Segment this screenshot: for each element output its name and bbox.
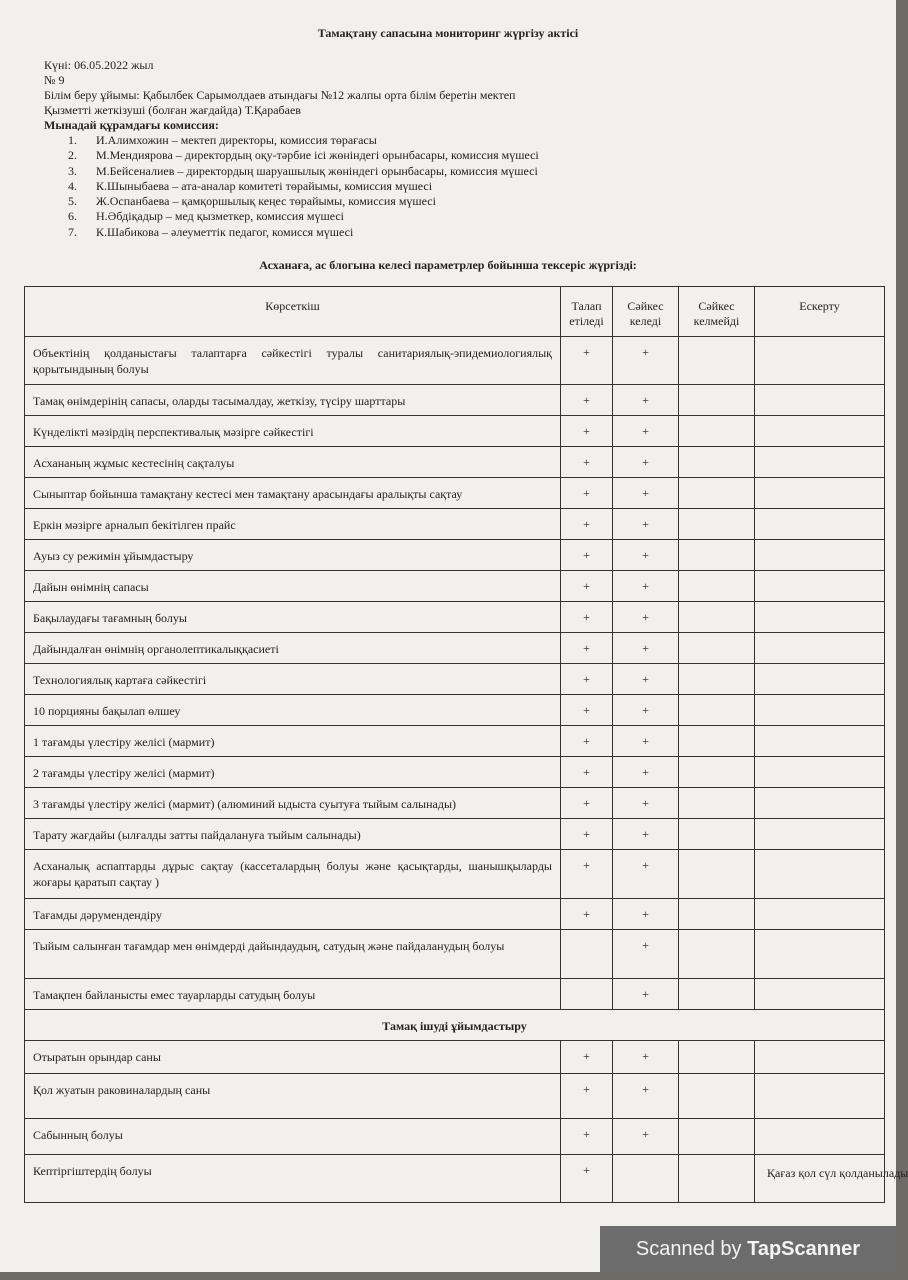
compliant-cell: +: [613, 385, 679, 416]
compliant-cell: +: [613, 447, 679, 478]
required-cell: +: [561, 757, 613, 788]
noncompliant-cell: [679, 385, 755, 416]
header-row: [25, 287, 885, 337]
scanner-watermark: [600, 1226, 896, 1272]
note-cell: [755, 385, 885, 416]
indicator-cell: Асхананың жұмыс кестесінің сақталуы: [25, 447, 561, 478]
header-required: Талап етіледі: [561, 287, 613, 337]
member-text: Ж.Оспанбаева – қамқоршылық кеңес төрайымы, комиссия мүшесі: [96, 194, 436, 209]
table-row: [25, 726, 885, 757]
indicator-cell: 1 тағамды үлестіру желісі (мармит): [25, 726, 561, 757]
table-row: [25, 447, 885, 478]
table-row: [25, 385, 885, 416]
compliant-cell: +: [613, 788, 679, 819]
indicator-cell: Сабынның болуы: [25, 1119, 561, 1155]
required-cell: +: [561, 447, 613, 478]
compliant-cell: +: [613, 1041, 679, 1074]
noncompliant-cell: [679, 1155, 755, 1203]
indicator-cell: Тыйым салынған тағамдар мен өнімдерді дайындаудың, сатудың және пайдаланудың болуы: [25, 930, 561, 979]
member-number: 3.: [68, 163, 77, 178]
note-cell: [755, 726, 885, 757]
noncompliant-cell: [679, 1074, 755, 1119]
note-cell: [755, 633, 885, 664]
table-row: [25, 602, 885, 633]
table-row: [25, 1119, 885, 1155]
noncompliant-cell: [679, 509, 755, 540]
compliant-cell: +: [613, 664, 679, 695]
indicator-cell: Дайындалған өнімнің органолептикалыққасиеті: [25, 633, 561, 664]
required-cell: +: [561, 726, 613, 757]
compliant-cell: +: [613, 602, 679, 633]
required-cell: +: [561, 664, 613, 695]
supplier-line: Қызметті жеткізуші (болған жағдайда) Т.Қарабаев: [44, 103, 301, 117]
compliant-cell: +: [613, 899, 679, 930]
commission-heading: Мынадай құрамдағы комиссия:: [44, 118, 219, 132]
table-row: [25, 819, 885, 850]
table-row: [25, 1155, 885, 1203]
member-text: И.Алимхожин – мектеп директоры, комиссия төрағасы: [96, 133, 377, 147]
note-cell: [755, 1119, 885, 1155]
required-cell: +: [561, 1119, 613, 1155]
date-line: Күні: 06.05.2022 жыл: [44, 58, 154, 72]
watermark-prefix: Scanned by: [635, 1238, 748, 1260]
member-number: 7.: [68, 224, 77, 239]
noncompliant-cell: [679, 819, 755, 850]
noncompliant-cell: [679, 850, 755, 899]
indicator-cell: 2 тағамды үлестіру желісі (мармит): [25, 757, 561, 788]
compliant-cell: +: [613, 1074, 679, 1119]
noncompliant-cell: [679, 447, 755, 478]
indicator-cell: Объектінің қолданыстағы талаптарға сәйкестігі туралы санитариялық-эпидемиологиялық қорытындының болуы: [25, 337, 561, 385]
noncompliant-cell: [679, 540, 755, 571]
noncompliant-cell: [679, 757, 755, 788]
required-cell: +: [561, 899, 613, 930]
noncompliant-cell: [679, 337, 755, 385]
noncompliant-cell: [679, 979, 755, 1010]
compliant-cell: +: [613, 633, 679, 664]
member-number: 6.: [68, 209, 77, 224]
table-subtitle: Асханаға, ас блогына келесі параметрлер бойынша тексеріс жүргізді:: [259, 258, 637, 272]
required-cell: +: [561, 850, 613, 899]
note-cell: [755, 1041, 885, 1074]
required-cell: +: [561, 633, 613, 664]
institution-line: Білім беру ұйымы: Қабылбек Сарымолдаев атындағы №12 жалпы орта білім беретін мектеп: [44, 88, 516, 102]
noncompliant-cell: [679, 1041, 755, 1074]
member-text: Н.Әбдіқадыр – мед қызметкер, комиссия мүшесі: [96, 209, 344, 224]
table-row: [25, 478, 885, 509]
indicator-cell: Бақылаудағы тағамның болуы: [25, 602, 561, 633]
required-cell: +: [561, 337, 613, 385]
required-cell: +: [561, 416, 613, 447]
required-cell: +: [561, 788, 613, 819]
section-row: [25, 1010, 885, 1041]
note-cell: [755, 979, 885, 1010]
indicator-cell: Отыратын орындар саны: [25, 1041, 561, 1074]
note-cell: [755, 602, 885, 633]
member-number: 5.: [68, 194, 77, 209]
table-row: [25, 571, 885, 602]
table-row: [25, 788, 885, 819]
compliant-cell: +: [613, 416, 679, 447]
member-text: М.Бейсеналиев – директордың шаруашылық жөніндегі орынбасары, комиссия мүшесі: [96, 163, 538, 178]
indicator-cell: Дайын өнімнің сапасы: [25, 571, 561, 602]
compliant-cell: +: [613, 509, 679, 540]
note-cell: [755, 664, 885, 695]
compliant-cell: +: [613, 819, 679, 850]
table-row: [25, 899, 885, 930]
compliant-cell: +: [613, 726, 679, 757]
note-cell: [755, 447, 885, 478]
compliant-cell: +: [613, 930, 679, 979]
table-row: [25, 1074, 885, 1119]
commission-list: [68, 133, 539, 240]
table-row: [25, 979, 885, 1010]
note-cell: [755, 509, 885, 540]
compliant-cell: +: [613, 757, 679, 788]
note-cell: [755, 819, 885, 850]
required-cell: +: [561, 695, 613, 726]
header-note: Ескерту: [755, 287, 885, 337]
note-cell: [755, 1074, 885, 1119]
commission-member: [68, 148, 539, 163]
compliant-cell: +: [613, 1119, 679, 1155]
compliant-cell: +: [613, 979, 679, 1010]
table-row: [25, 416, 885, 447]
note-cell: [755, 337, 885, 385]
note-cell: Қағаз қол сүл қолданылады: [755, 1155, 885, 1203]
compliant-cell: [613, 1155, 679, 1203]
member-text: М.Мендиярова – директордың оқу-тәрбие ісі жөніндегі орынбасары, комиссия мүшесі: [96, 148, 539, 163]
commission-member: [68, 209, 539, 224]
required-cell: +: [561, 385, 613, 416]
indicator-cell: Асханалық аспаптарды дұрыс сақтау (кассеталардың болуы және қасықтарды, шанышқыларды жоғары қаратып сақтау ): [25, 850, 561, 899]
commission-member: [68, 194, 539, 209]
header-compliant: Сәйкес келеді: [613, 287, 679, 337]
member-text: К.Шабикова – әлеуметтік педагог, комисся мүшесі: [96, 224, 354, 239]
required-cell: +: [561, 1155, 613, 1203]
number-line: № 9: [44, 73, 65, 87]
section-title: Тамақ ішуді ұйымдастыру: [25, 1010, 885, 1041]
table-row: [25, 540, 885, 571]
required-cell: +: [561, 1074, 613, 1119]
required-cell: +: [561, 1041, 613, 1074]
noncompliant-cell: [679, 788, 755, 819]
commission-member: [68, 164, 539, 179]
inspection-table: [24, 286, 908, 1203]
indicator-cell: Қол жуатын раковиналардың саны: [25, 1074, 561, 1119]
indicator-cell: Кептіргіштердің болуы: [25, 1155, 561, 1203]
noncompliant-cell: [679, 695, 755, 726]
indicator-cell: Тағамды дәрумендендіру: [25, 899, 561, 930]
member-number: 1.: [68, 133, 77, 147]
note-cell: [755, 757, 885, 788]
noncompliant-cell: [679, 571, 755, 602]
required-cell: +: [561, 540, 613, 571]
compliant-cell: +: [613, 540, 679, 571]
indicator-cell: Тамақпен байланысты емес тауарларды сатудың болуы: [25, 979, 561, 1010]
commission-member: [68, 133, 539, 148]
noncompliant-cell: [679, 664, 755, 695]
commission-member: [68, 179, 539, 194]
compliant-cell: +: [613, 695, 679, 726]
noncompliant-cell: [679, 633, 755, 664]
compliant-cell: +: [613, 337, 679, 385]
document-title: Тамақтану сапасына мониторинг жүргізу актісі: [317, 26, 579, 40]
note-cell: [755, 571, 885, 602]
indicator-cell: Сыныптар бойынша тамақтану кестесі мен тамақтану арасындағы аралықты сақтау: [25, 478, 561, 509]
table-row: [25, 695, 885, 726]
indicator-cell: Күнделікті мәзірдің перспективалық мәзірге сәйкестігі: [25, 416, 561, 447]
required-cell: +: [561, 819, 613, 850]
noncompliant-cell: [679, 416, 755, 447]
noncompliant-cell: [679, 1119, 755, 1155]
note-cell: [755, 540, 885, 571]
note-cell: [755, 850, 885, 899]
table-row: [25, 757, 885, 788]
required-cell: +: [561, 602, 613, 633]
noncompliant-cell: [679, 930, 755, 979]
compliant-cell: +: [613, 571, 679, 602]
indicator-cell: Технологиялық картаға сәйкестігі: [25, 664, 561, 695]
note-cell: [755, 695, 885, 726]
required-cell: [561, 979, 613, 1010]
note-cell: [755, 478, 885, 509]
document-meta: [44, 58, 515, 133]
table-row: [25, 337, 885, 385]
compliant-cell: +: [613, 850, 679, 899]
member-text: К.Шыныбаева – ата-аналар комитеті төрайымы, комиссия мүшесі: [96, 178, 433, 193]
indicator-cell: 3 тағамды үлестіру желісі (мармит) (алюминий ыдыста суытуға тыйым салынады): [25, 788, 561, 819]
indicator-cell: Еркін мәзірге арналып бекітілген прайс: [25, 509, 561, 540]
table-row: [25, 664, 885, 695]
watermark-brand: TapScanner: [747, 1238, 861, 1260]
table-row: [25, 1041, 885, 1074]
member-number: 2.: [68, 148, 77, 163]
table-row: [25, 850, 885, 899]
indicator-cell: Тарату жағдайы (ылғалды затты пайдалануға тыйым салынады): [25, 819, 561, 850]
table-row: [25, 930, 885, 979]
noncompliant-cell: [679, 899, 755, 930]
compliant-cell: +: [613, 478, 679, 509]
indicator-cell: Ауыз су режимін ұйымдастыру: [25, 540, 561, 571]
table-row: [25, 633, 885, 664]
noncompliant-cell: [679, 478, 755, 509]
commission-member: [68, 225, 539, 240]
required-cell: +: [561, 571, 613, 602]
note-cell: [755, 788, 885, 819]
member-number: 4.: [68, 178, 77, 193]
note-cell: [755, 930, 885, 979]
required-cell: +: [561, 478, 613, 509]
header-indicator: Көрсеткіш: [25, 287, 561, 337]
indicator-cell: Тамақ өнімдерінің сапасы, оларды тасымалдау, жеткізу, түсіру шарттары: [25, 385, 561, 416]
required-cell: +: [561, 509, 613, 540]
note-cell: [755, 416, 885, 447]
noncompliant-cell: [679, 726, 755, 757]
note-cell: [755, 899, 885, 930]
required-cell: [561, 930, 613, 979]
indicator-cell: 10 порцияны бақылап өлшеу: [25, 695, 561, 726]
noncompliant-cell: [679, 602, 755, 633]
table-row: [25, 509, 885, 540]
header-noncompliant: Сәйкес келмейді: [679, 287, 755, 337]
